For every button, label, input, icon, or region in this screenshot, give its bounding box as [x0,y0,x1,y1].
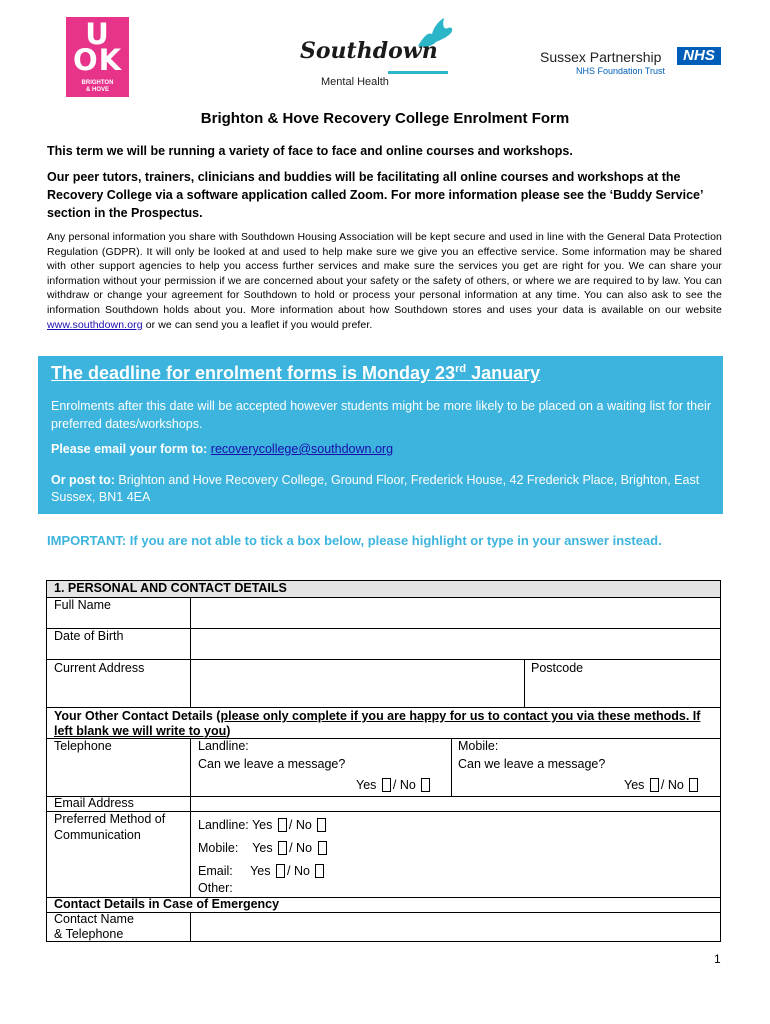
landline-message-question: Can we leave a message? [198,757,346,771]
address-label: Current Address [54,661,145,675]
emergency-contact-field[interactable] [191,913,721,941]
mobile-yes-checkbox[interactable] [650,778,659,792]
pref-mobile-row [198,841,329,856]
post-label: Or post to: [51,473,115,487]
pref-method-label-1: Preferred Method of [54,812,166,826]
pref-email-no-checkbox[interactable] [315,864,324,878]
email-label: Please email your form to: [51,442,208,456]
pref-email-yes-checkbox[interactable] [276,864,285,878]
southdown-logo-name: Southdown [300,38,438,64]
pref-mobile-yes-label: Yes [252,841,273,855]
pref-mobile-yes-checkbox[interactable] [278,841,287,855]
dob-field[interactable] [191,629,721,659]
privacy-text: Any personal information you share with Southdown Housing Association will be kept secure and used in line with the General Data Protection Regulation (GDPR). It will only be looked at and used to help make sure we give you an effective service. Some information may be shared with other support agencies to help you access further services and make sure the services you get are right for you. We can share your information without your permission if we are concerned about your safety or the safety of others, or where we are required to by law. You can withdraw or change your agreement for Southdown to hold or process your personal information at any time. You can also ask to see the information Southdown holds about you. More information about how Southdown stores and uses your data is available on our website [47,231,722,316]
pref-landline-no-label: / No [288,818,312,832]
pref-mobile-no-label: / No [289,841,313,855]
telephone-label: Telephone [54,739,112,753]
dob-label: Date of Birth [54,629,124,643]
uok-logo-sub1: BRIGHTON [81,80,114,86]
deadline-title-text: The deadline for enrolment forms is Monday 23 [51,363,456,383]
emergency-heading: Contact Details in Case of Emergency [54,897,280,911]
nhs-trust-name: NHS Foundation Trust [576,66,666,76]
college-email-link[interactable]: recoverycollege@southdown.org [210,442,394,456]
landline-message-choice [356,778,432,793]
mobile-no-label: / No [660,778,684,792]
landline-yes-checkbox[interactable] [382,778,391,792]
full-name-field[interactable] [191,598,721,628]
deadline-box [38,356,723,514]
southdown-logo-underline [388,71,448,74]
pref-landline-no-checkbox[interactable] [317,818,326,832]
post-address: Brighton and Hove Recovery College, Ground Floor, Frederick House, 42 Frederick Place, Brighton, East Sussex, BN1 4EA [51,473,700,504]
southdown-website-link[interactable]: www.southdown.org [47,318,143,331]
pref-mobile-label: Mobile: [198,841,239,855]
sussex-partnership-name: Sussex Partnership [540,49,662,65]
mobile-label: Mobile: [458,739,499,753]
deadline-title [51,363,540,384]
enrolment-form-table [46,580,721,942]
uok-logo-sub2: & HOVE [85,87,109,93]
postcode-label: Postcode [531,661,584,675]
deadline-title-month: January [466,363,541,383]
full-name-label: Full Name [54,598,111,612]
pref-email-yes-label: Yes [250,864,271,878]
other-contact-pre: Your Other Contact Details ( [54,709,221,723]
intro-paragraph-1: This term we will be running a variety of face to face and online courses and workshops. [47,144,573,158]
address-field[interactable] [191,660,523,707]
pref-email-row [198,864,326,879]
pref-email-label: Email: [198,864,233,878]
privacy-notice [47,230,722,332]
email-address-label: Email Address [54,796,134,810]
uok-logo [66,17,129,97]
mobile-message-question: Can we leave a message? [458,757,606,771]
page-title: Brighton & Hove Recovery College Enrolment Form [200,110,570,127]
uok-logo-line2: OK [72,43,123,77]
contact-name-label-2: & Telephone [54,927,124,941]
landline-yes-label: Yes [356,778,377,792]
contact-name-label-1: Contact Name [54,912,134,926]
mobile-message-choice [624,778,700,793]
nhs-logo-badge: NHS [677,47,721,65]
other-contact-post: ) [226,724,231,738]
pref-landline-label: Landline: Yes [198,818,273,832]
section-title-personal: 1. PERSONAL AND CONTACT DETAILS [54,581,287,595]
pref-landline-row [198,818,328,833]
section-header-personal [47,581,720,597]
southdown-logo-sub: Mental Health [321,76,389,88]
other-contact-note: please only complete if you are happy for us to contact you via these methods. If left blank we will write to you [54,709,701,738]
email-line [51,442,393,456]
privacy-tail: or we can send you a leaflet if you would prefer. [142,318,373,331]
post-line [51,472,711,506]
deadline-body: Enrolments after this date will be accepted however students might be more likely to be placed on a waiting list for their preferred dates/workshops. [51,399,711,431]
pref-mobile-no-checkbox[interactable] [318,841,327,855]
pref-landline-yes-checkbox[interactable] [278,818,287,832]
landline-label: Landline: [198,739,249,753]
email-address-field[interactable] [191,797,721,811]
mobile-no-checkbox[interactable] [689,778,698,792]
pref-method-label-2: Communication [54,828,141,842]
uok-logo-line1: U [85,17,110,51]
southdown-logo [296,16,458,90]
intro-paragraph-2: Our peer tutors, trainers, clinicians and buddies will be facilitating all online courses and workshops at the Recovery College via a software application called Zoom. For more information please see the ‘Buddy Service’ section in the Prospectus. [47,170,703,220]
mobile-yes-label: Yes [624,778,645,792]
other-contact-heading [54,709,714,739]
important-notice: IMPORTANT: If you are not able to tick a box below, please highlight or type in your answer instead. [47,533,662,548]
pref-other-label: Other: [198,881,233,895]
pref-email-no-label: / No [287,864,310,878]
landline-no-checkbox[interactable] [421,778,430,792]
landline-no-label: / No [392,778,416,792]
page-number: 1 [714,952,721,966]
deadline-title-sup: rd [455,363,467,375]
